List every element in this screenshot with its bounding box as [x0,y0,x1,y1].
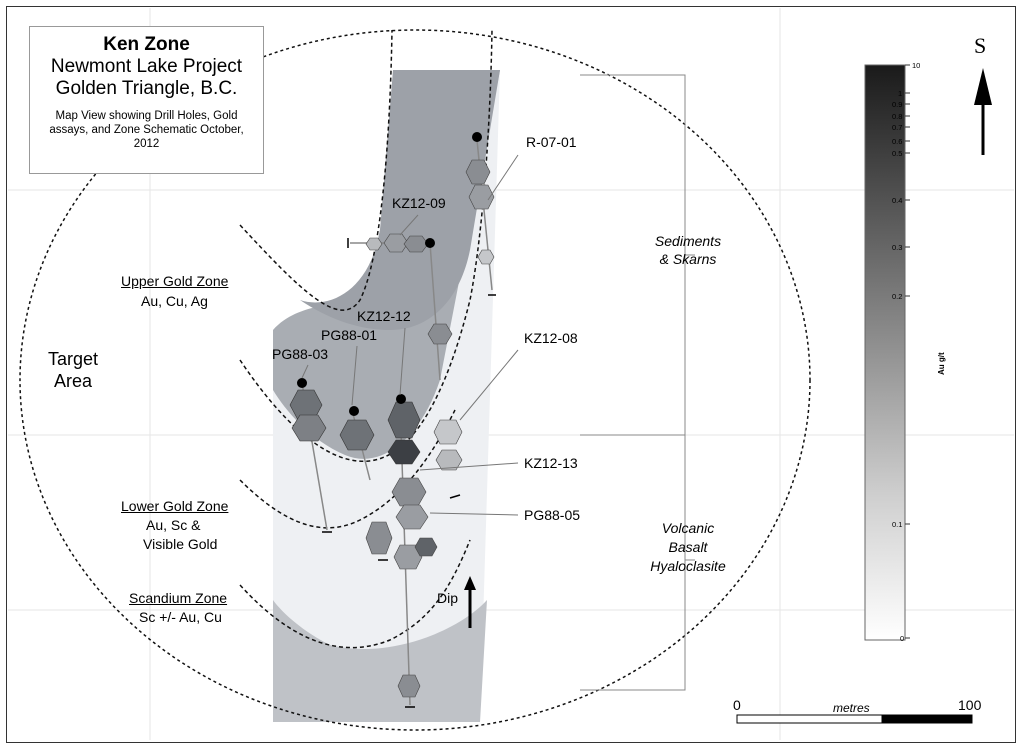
cb-tick-0.1: 0.1 [892,520,903,529]
sediments-label-2: & Skarns [659,251,717,267]
cb-tick-0: 0 [900,634,905,643]
upper-zone-sub: Au, Cu, Ag [141,293,208,309]
north-arrow [974,68,992,155]
volcanic-label-3: Hyaloclasite [650,558,726,574]
hole-label-r-07-01: R-07-01 [526,134,577,150]
dip-label: Dip [437,590,459,606]
colorbar-tick-marks [905,65,910,638]
map-description: Map View showing Drill Holes, Gold assays, and Zone Schematic October, 2012 [49,110,244,150]
scandium-zone-sub: Sc +/- Au, Cu [139,609,222,625]
cb-tick-0.2: 0.2 [892,292,903,301]
hole-label-kz12-08: KZ12-08 [524,330,578,346]
hole-label-pg88-03: PG88-03 [272,346,329,362]
cb-tick-0.3: 0.3 [892,243,903,252]
scale-start: 0 [733,697,741,713]
lower-zone-sub-1: Au, Sc & [146,517,201,533]
hole-label-kz12-09: KZ12-09 [392,195,446,211]
map-subtitle-2: Golden Triangle, B.C. [55,78,238,99]
cb-tick-0.6: 0.6 [892,137,903,146]
hole-label-pg88-01: PG88-01 [321,327,378,343]
volcanic-label-1: Volcanic [661,520,715,536]
scandium-zone-title: Scandium Zone [129,590,228,606]
lower-zone-sub-2: Visible Gold [143,536,218,552]
cb-tick-0.4: 0.4 [892,196,903,205]
volcanic-label-2: Basalt [668,539,708,555]
map-subtitle-1: Newmont Lake Project [50,56,243,77]
map-title: Ken Zone [103,34,190,55]
cb-tick-0.8: 0.8 [892,112,903,121]
cb-tick-0.7: 0.7 [892,123,903,132]
colorbar-label: Au g/t [937,352,946,375]
north-arrow-label: S [974,33,987,58]
cb-tick-0.9: 0.9 [892,100,903,109]
hole-label-kz12-13: KZ12-13 [524,455,578,471]
title-box [29,26,264,174]
scale-end: 100 [958,697,982,713]
target-area-label: Target Area [47,349,99,391]
scale-bar [737,715,972,723]
sediments-label-1: Sediments [654,233,722,249]
lower-zone-title: Lower Gold Zone [121,498,229,514]
cb-tick-0.5: 0.5 [892,149,903,158]
cb-tick-10: 10 [912,61,921,70]
cb-tick-1: 1 [898,89,903,98]
scale-unit: metres [833,701,870,715]
unit-brackets [580,75,695,690]
upper-zone-title: Upper Gold Zone [121,273,229,289]
hole-label-kz12-12: KZ12-12 [357,308,411,324]
hole-label-pg88-05: PG88-05 [524,507,581,523]
